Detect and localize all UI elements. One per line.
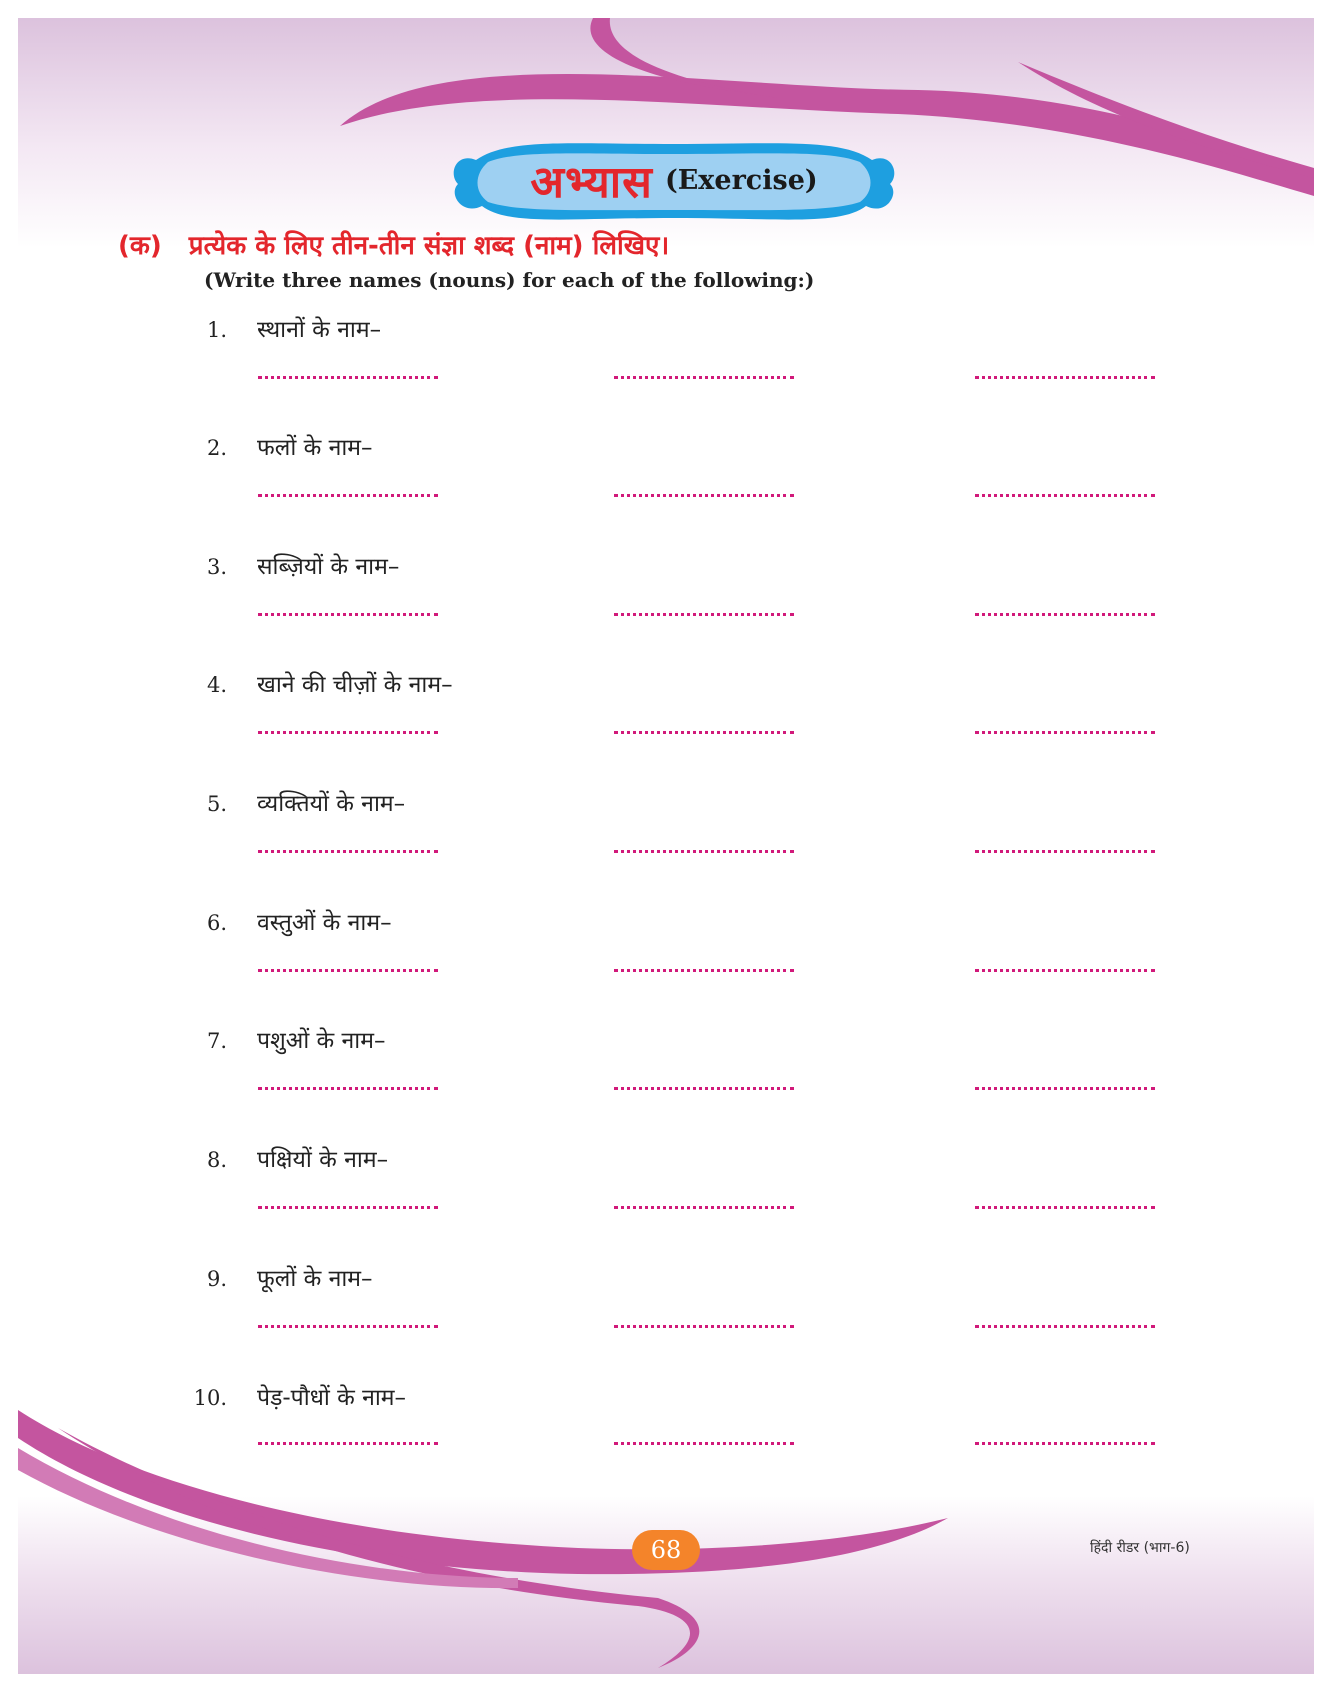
answer-blank[interactable] (975, 376, 1155, 379)
question-text: पक्षियों के नाम– (257, 1147, 389, 1173)
question-text: पेड़-पौधों के नाम– (257, 1385, 407, 1411)
section-heading (118, 226, 1218, 262)
question-number: 1. (206, 318, 227, 342)
answer-blank[interactable] (258, 1087, 438, 1090)
answer-blank[interactable] (614, 1206, 794, 1209)
answer-blank[interactable] (258, 494, 438, 497)
question-number: 2. (206, 436, 227, 460)
answer-blank[interactable] (258, 1206, 438, 1209)
question-number: 8. (206, 1148, 227, 1172)
question-item (185, 312, 1085, 352)
question-item (185, 667, 1085, 707)
question-text: वस्तुओं के नाम– (257, 910, 392, 936)
answer-blank[interactable] (614, 1442, 794, 1445)
title (448, 148, 900, 212)
question-item (185, 1023, 1085, 1063)
question-number: 7. (206, 1029, 227, 1053)
answer-blank[interactable] (975, 494, 1155, 497)
answer-blank[interactable] (258, 376, 438, 379)
question-text: खाने की चीज़ों के नाम– (257, 672, 453, 698)
question-item (185, 786, 1085, 826)
answer-blank[interactable] (614, 969, 794, 972)
question-number: 5. (206, 792, 227, 816)
answer-blank[interactable] (614, 494, 794, 497)
question-number: 3. (206, 555, 227, 579)
decorative-swooshes (18, 18, 1314, 1674)
question-text: सब्ज़ियों के नाम– (257, 554, 400, 580)
answer-blank[interactable] (614, 1087, 794, 1090)
question-item (185, 430, 1085, 470)
answer-blank[interactable] (975, 1325, 1155, 1328)
question-text: स्थानों के नाम– (257, 317, 382, 343)
answer-blank[interactable] (614, 850, 794, 853)
answer-blank[interactable] (258, 613, 438, 616)
answer-blank[interactable] (258, 1325, 438, 1328)
question-number: 4. (206, 673, 227, 697)
title-hindi: अभ्यास (530, 157, 653, 208)
section-instruction: प्रत्येक के लिए तीन-तीन संज्ञा शब्द (नाम) लिखिए। (188, 231, 670, 261)
answer-blank[interactable] (258, 1442, 438, 1445)
question-text: फलों के नाम– (257, 435, 373, 461)
question-text: व्यक्तियों के नाम– (257, 791, 406, 817)
question-number: 9. (206, 1267, 227, 1291)
question-number: 6. (206, 911, 227, 935)
question-item (185, 549, 1085, 589)
answer-blank[interactable] (975, 850, 1155, 853)
question-text: फूलों के नाम– (257, 1266, 373, 1292)
answer-blank[interactable] (258, 850, 438, 853)
answer-blank[interactable] (258, 731, 438, 734)
answer-blank[interactable] (258, 969, 438, 972)
answer-blank[interactable] (975, 613, 1155, 616)
answer-blank[interactable] (614, 731, 794, 734)
title-banner (448, 130, 900, 230)
title-english: (Exercise) (664, 164, 818, 196)
question-item (185, 1142, 1085, 1182)
question-text: पशुओं के नाम– (257, 1028, 386, 1054)
question-item (185, 905, 1085, 945)
page (18, 18, 1314, 1674)
question-item (185, 1261, 1085, 1301)
answer-blank[interactable] (975, 1087, 1155, 1090)
question-number: 10. (193, 1386, 227, 1410)
book-title-footer: हिंदी रीडर (भाग-6) (1090, 1540, 1190, 1556)
section-label: (क) (118, 231, 162, 261)
answer-blank[interactable] (614, 613, 794, 616)
answer-blank[interactable] (614, 1325, 794, 1328)
page-number-badge: 68 (632, 1530, 700, 1570)
answer-blank[interactable] (614, 376, 794, 379)
question-item (185, 1380, 1085, 1420)
section-instruction-english: (Write three names (nouns) for each of the following:) (204, 268, 815, 292)
answer-blank[interactable] (975, 1206, 1155, 1209)
answer-blank[interactable] (975, 731, 1155, 734)
answer-blank[interactable] (975, 1442, 1155, 1445)
answer-blank[interactable] (975, 969, 1155, 972)
